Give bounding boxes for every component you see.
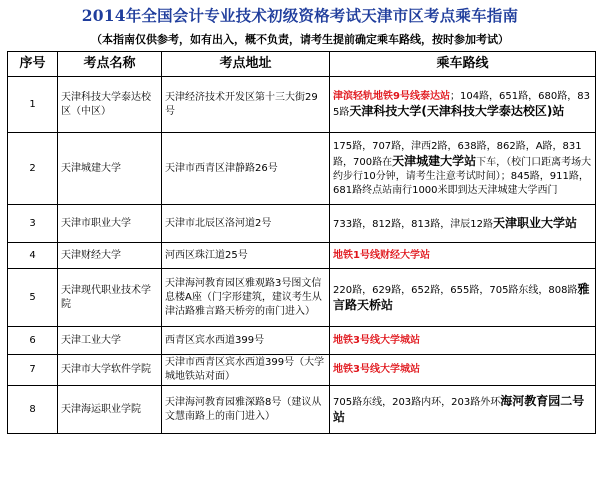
metro-route-text: 津滨轻轨地铁9号线泰达站 [333, 90, 450, 102]
bus-route [330, 243, 596, 269]
venue-address: 河西区珠江道25号 [162, 243, 330, 269]
bus-stop-name: 天津职业大学站 [493, 215, 578, 230]
table-row [8, 355, 596, 386]
venue-name: 天津市大学软件学院 [58, 355, 162, 386]
row-number: 7 [8, 355, 58, 386]
bus-route [330, 77, 596, 133]
row-number: 6 [8, 327, 58, 355]
header-route: 乘车路线 [330, 52, 596, 77]
venue-name: 天津财经大学 [58, 243, 162, 269]
row-number: 8 [8, 386, 58, 434]
metro-route-text: 地铁3号线大学城站 [333, 364, 420, 375]
bus-route [330, 269, 596, 327]
table-row [8, 386, 596, 434]
venue-name: 天津市职业大学 [58, 205, 162, 243]
bus-stop-name: 海河教育园二号站 [333, 393, 585, 424]
bus-route [330, 386, 596, 434]
table-row [8, 327, 596, 355]
bus-stop-name: 天津科技大学(天津科技大学泰达校区)站 [349, 103, 565, 118]
bus-route [330, 205, 596, 243]
bus-stop-name: 天津城建大学站 [392, 153, 477, 168]
row-number: 4 [8, 243, 58, 269]
route-text: 220路，629路，652路，655路，705路东线，808路 [333, 284, 578, 296]
bus-guide-table [7, 51, 596, 434]
route-text: 175路，707路，津西2路，638路，862路，A路，831路，700路在 [333, 140, 582, 168]
table-row [8, 269, 596, 327]
route-text: 下车，（校门口距离考场大约步行10分钟，请考生注意考试时间）；845路，911路，681路终点站南行1000米即到达天津城建大学西门 [333, 156, 592, 196]
bus-route [330, 355, 596, 386]
route-text: ；104路，651路，680路，835路 [333, 90, 590, 118]
venue-name: 天津科技大学泰达校区（中区） [58, 77, 162, 133]
table-row [8, 133, 596, 205]
row-number: 3 [8, 205, 58, 243]
header-no: 序号 [8, 52, 58, 77]
venue-address: 西青区宾水西道399号 [162, 327, 330, 355]
venue-name: 天津海运职业学院 [58, 386, 162, 434]
header-address: 考点地址 [162, 52, 330, 77]
venue-address: 天津海河教育园区雅观路3号图文信息楼A座（门字形建筑，建议考生从津沽路雅言路天桥旁的南门进入） [162, 269, 330, 327]
metro-route-text: 地铁1号线财经大学站 [333, 249, 430, 261]
table-header-row [8, 52, 596, 77]
bus-route [330, 133, 596, 205]
page-title: 2014年全国会计专业技术初级资格考试天津市区考点乘车指南 [81, 6, 519, 25]
venue-name: 天津城建大学 [58, 133, 162, 205]
table-row [8, 77, 596, 133]
bus-route [330, 327, 596, 355]
venue-name: 天津工业大学 [58, 327, 162, 355]
metro-route-text: 地铁3号线大学城站 [333, 334, 420, 346]
row-number: 1 [8, 77, 58, 133]
venue-name: 天津现代职业技术学院 [58, 269, 162, 327]
table-row [8, 243, 596, 269]
venue-address: 天津市西青区津静路26号 [162, 133, 330, 205]
header-name: 考点名称 [58, 52, 162, 77]
row-number: 5 [8, 269, 58, 327]
page-subtitle: （本指南仅供参考，如有出入，概不负责，请考生提前确定乘车路线，按时参加考试） [91, 33, 509, 46]
venue-address: 天津市北辰区洛河道2号 [162, 205, 330, 243]
venue-address: 天津经济技术开发区第十三大街29号 [162, 77, 330, 133]
venue-address: 天津海河教育园雅深路8号（建议从文慧南路上的南门进入） [162, 386, 330, 434]
bus-stop-name: 雅言路天桥站 [333, 281, 590, 312]
row-number: 2 [8, 133, 58, 205]
route-text: 705路东线，203路内环，203路外环 [333, 396, 501, 408]
venue-address: 天津市西青区宾水西道399号（大学城地铁站对面） [162, 355, 330, 386]
table-row [8, 205, 596, 243]
route-text: 733路，812路，813路，津辰12路 [333, 218, 493, 230]
